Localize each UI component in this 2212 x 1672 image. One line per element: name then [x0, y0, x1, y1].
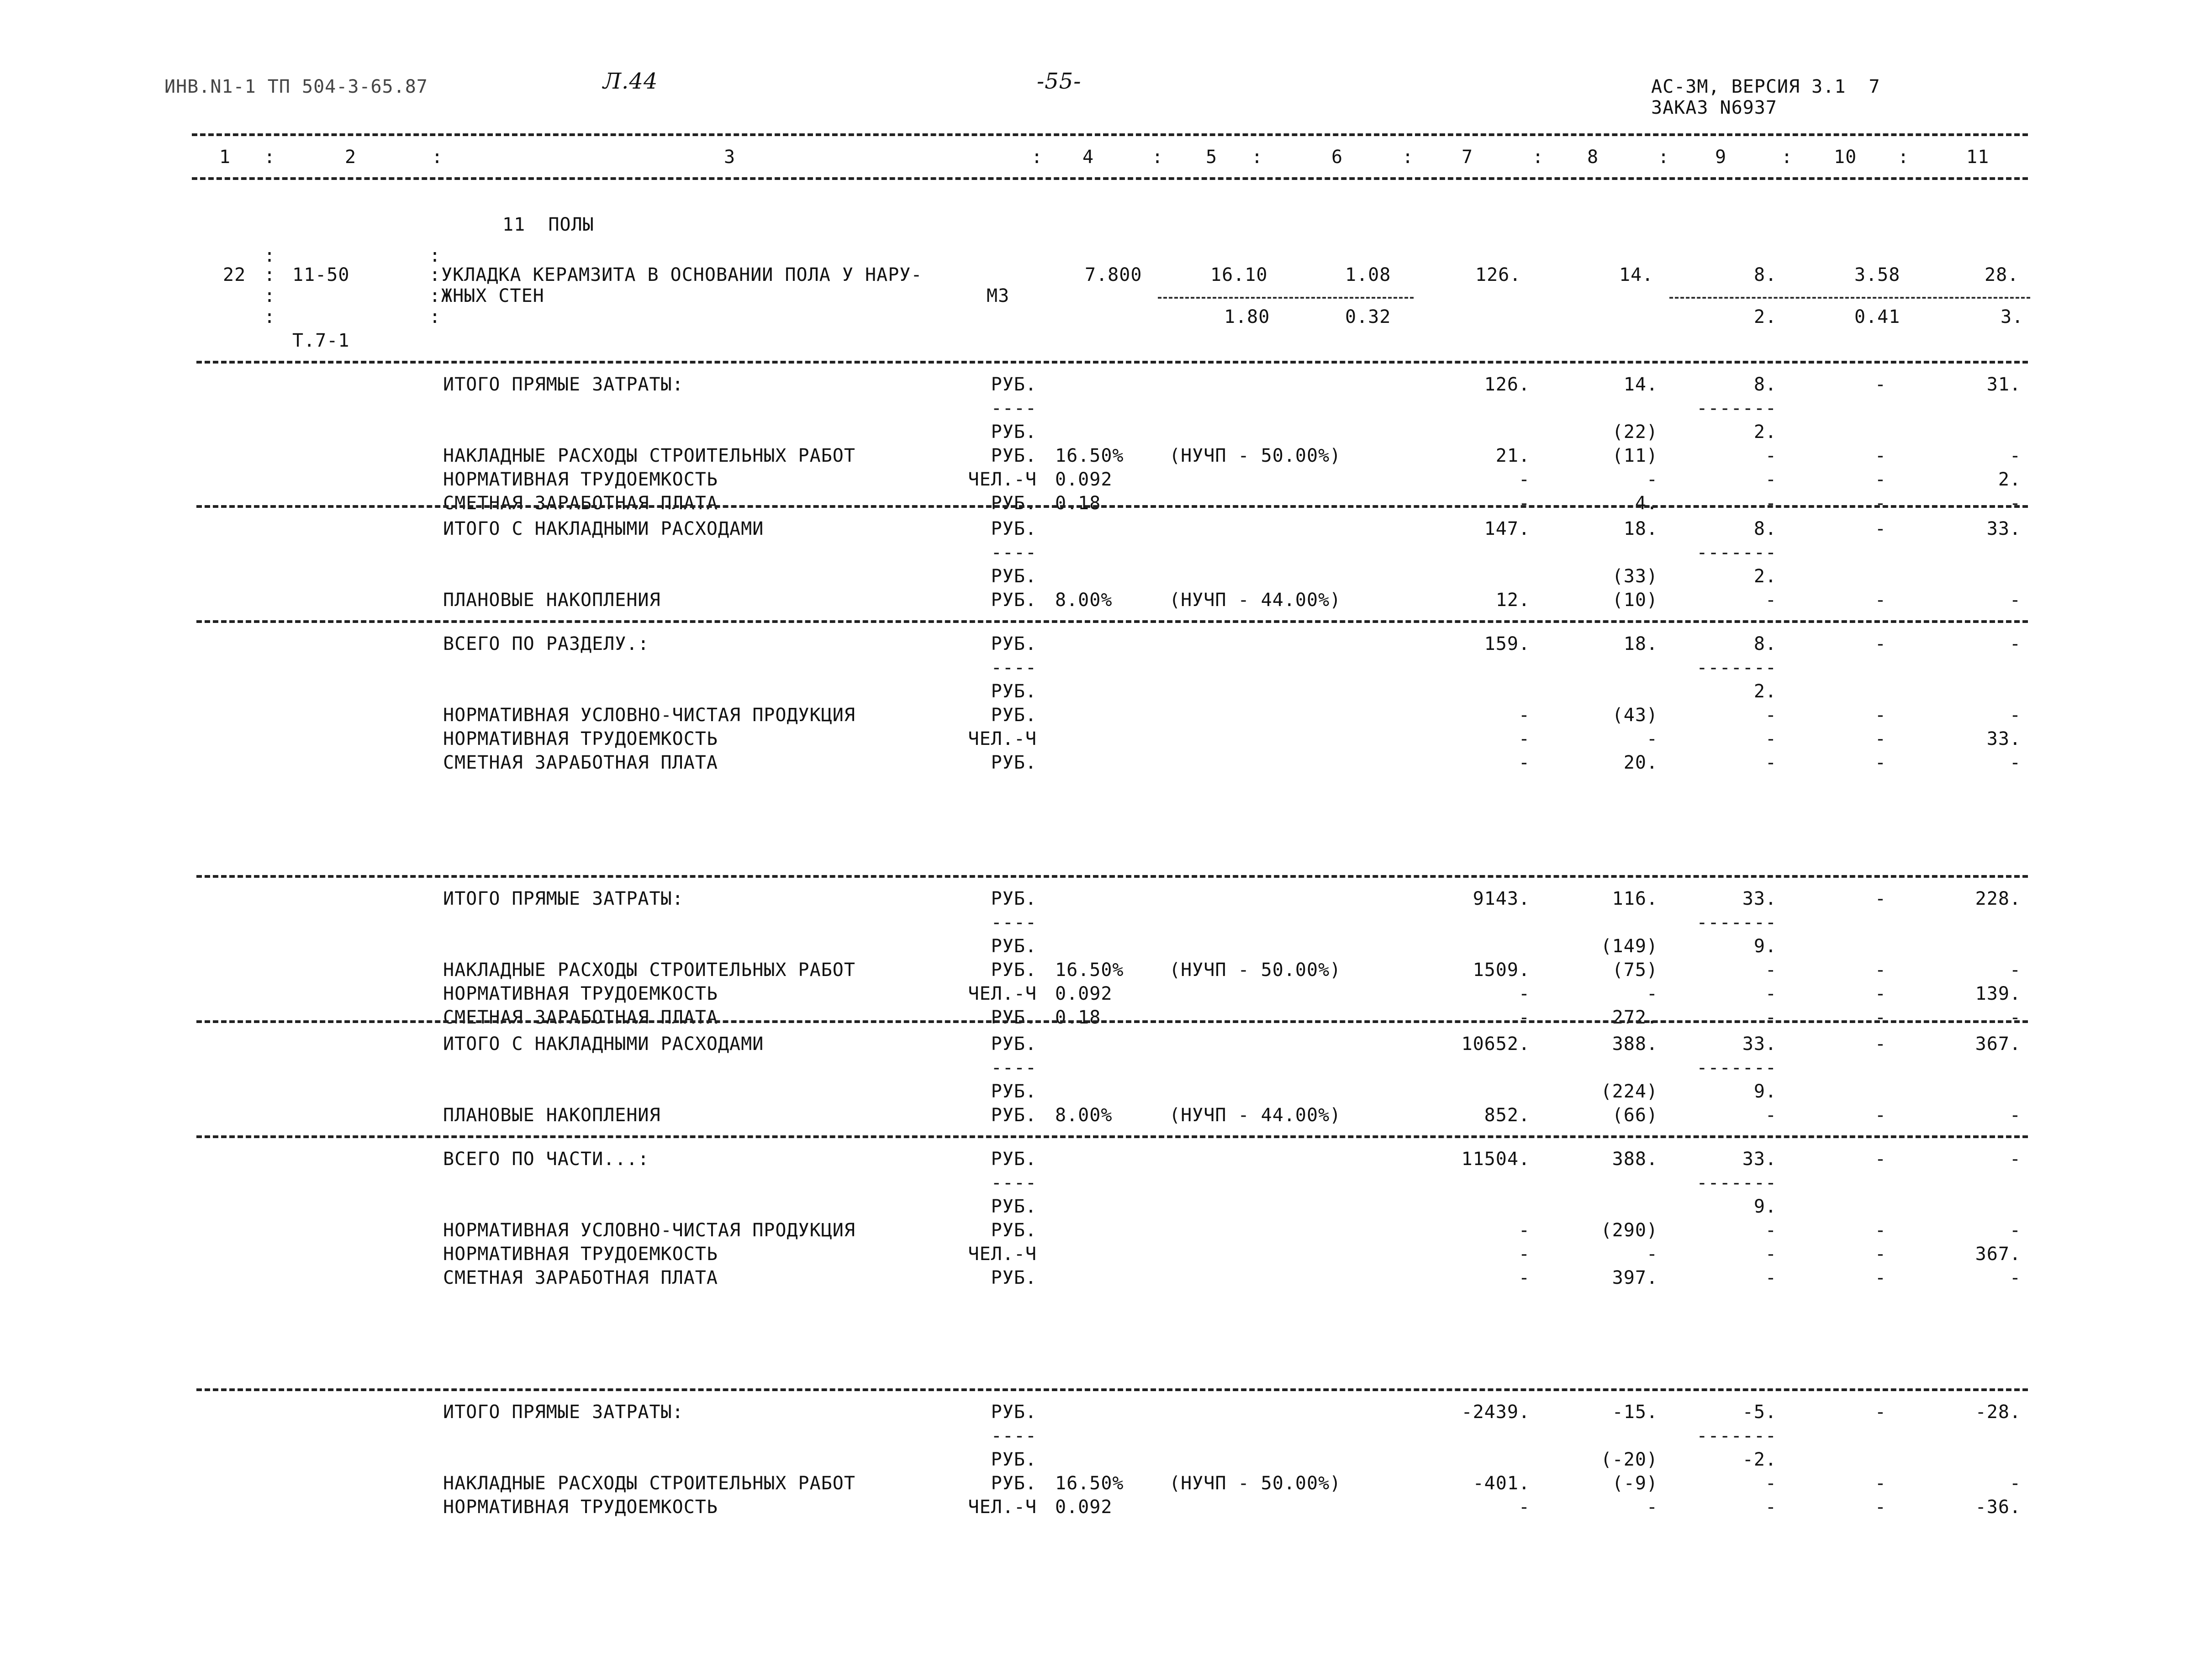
summary-value-c9: - [1765, 1267, 1777, 1288]
summary-value-c10: - [1874, 1149, 1886, 1170]
summary-value-c4: 0.18 [1055, 493, 1101, 514]
column-separator: : [1031, 147, 1043, 168]
summary-value-c10: - [1874, 633, 1886, 654]
summary-value-c8: 4. [1635, 493, 1658, 514]
summary-value-c11: -36. [1975, 1497, 2021, 1518]
summary-value-c4: 0.092 [1055, 983, 1113, 1004]
summary-value-c10: - [1874, 752, 1886, 773]
column-number: 2 [345, 147, 357, 168]
item-c5-sub: 1.80 [1224, 306, 1270, 327]
summary-value-c4: 16.50% [1055, 1473, 1124, 1494]
summary-value-c10: - [1874, 1267, 1886, 1288]
summary-value-c7: 159. [1484, 633, 1530, 654]
summary-value-c11: - [2009, 1149, 2021, 1170]
summary-unit: РУБ. [991, 493, 1037, 514]
item-c7: 126. [1475, 264, 1521, 285]
summary-value-c10: - [1874, 445, 1886, 466]
summary-unit: РУБ. [991, 705, 1037, 726]
summary-label: ПЛАНОВЫЕ НАКОПЛЕНИЯ [443, 1105, 661, 1126]
summary-label: ПЛАНОВЫЕ НАКОПЛЕНИЯ [443, 590, 661, 611]
summary-label: СМЕТНАЯ ЗАРАБОТНАЯ ПЛАТА [443, 493, 718, 514]
summary-value-c8: (290) [1600, 1220, 1658, 1241]
item-c9: 8. [1754, 264, 1777, 285]
summary-value-c11: 367. [1975, 1244, 2021, 1265]
summary-value-c9: ------- [1696, 657, 1777, 678]
summary-value-c9: - [1765, 445, 1777, 466]
summary-value-c9: - [1765, 705, 1777, 726]
summary-value-c8: (43) [1612, 705, 1658, 726]
summary-unit: ---- [991, 657, 1037, 678]
item-c11-sub: 3. [2001, 306, 2024, 327]
summary-value-c10: - [1874, 1007, 1886, 1028]
summary-value-c7: - [1518, 469, 1530, 490]
summary-value-c11: - [2009, 960, 2021, 981]
summary-value-c11: - [2009, 705, 2021, 726]
summary-label: ИТОГО ПРЯМЫЕ ЗАТРАТЫ: [443, 1402, 684, 1423]
block-divider [196, 505, 2028, 508]
summary-value-c7: - [1518, 1267, 1530, 1288]
summary-label: ИТОГО С НАКЛАДНЫМИ РАСХОДАМИ [443, 1034, 764, 1055]
summary-value-c5: (НУЧП - 44.00%) [1169, 590, 1341, 611]
summary-value-c9: - [1765, 1497, 1777, 1518]
summary-value-c7: - [1518, 1007, 1530, 1028]
item-code: 11-50 [292, 264, 350, 285]
summary-value-c8: -15. [1612, 1402, 1658, 1423]
summary-value-c7: 126. [1484, 374, 1530, 395]
summary-value-c10: - [1874, 1244, 1886, 1265]
item-qty: 7.800 [1085, 264, 1142, 285]
summary-value-c11: - [2009, 752, 2021, 773]
header-order: ЗАКАЗ N6937 [1651, 97, 1777, 118]
summary-unit: ---- [991, 912, 1037, 933]
summary-value-c9: ------- [1696, 1172, 1777, 1193]
section-title: 11 ПОЛЫ [502, 214, 594, 235]
column-number: 5 [1206, 147, 1218, 168]
summary-value-c10: - [1874, 960, 1886, 981]
item-unit-price: 16.10 [1210, 264, 1268, 285]
item-unit: М3 [987, 285, 1010, 306]
summary-value-c9: ------- [1696, 542, 1777, 563]
block-divider [196, 620, 2028, 623]
summary-value-c8: 388. [1612, 1149, 1658, 1170]
summary-label: НОРМАТИВНАЯ ТРУДОЕМКОСТЬ [443, 1497, 718, 1518]
summary-value-c8: (22) [1612, 422, 1658, 443]
summary-label: ИТОГО С НАКЛАДНЫМИ РАСХОДАМИ [443, 518, 764, 539]
summary-value-c9: - [1765, 590, 1777, 611]
summary-value-c7: 12. [1495, 590, 1530, 611]
summary-value-c8: - [1646, 983, 1658, 1004]
summary-value-c10: - [1874, 705, 1886, 726]
column-number: 10 [1834, 147, 1857, 168]
colon-sep: : [264, 264, 276, 285]
summary-value-c7: - [1518, 1244, 1530, 1265]
summary-value-c7: - [1518, 1497, 1530, 1518]
column-number: 7 [1462, 147, 1473, 168]
summary-value-c9: 8. [1753, 518, 1777, 539]
summary-value-c10: - [1874, 493, 1886, 514]
summary-value-c8: (33) [1612, 566, 1658, 587]
summary-unit: РУБ. [991, 1034, 1037, 1055]
summary-label: ВСЕГО ПО РАЗДЕЛУ.: [443, 633, 649, 654]
summary-value-c11: 31. [1986, 374, 2021, 395]
header-sheet-handwritten: Л.44 [603, 69, 658, 94]
summary-value-c9: - [1765, 1473, 1777, 1494]
summary-value-c8: (224) [1600, 1081, 1658, 1102]
summary-unit: ---- [991, 1425, 1037, 1446]
summary-value-c11: 228. [1975, 888, 2021, 909]
summary-label: СМЕТНАЯ ЗАРАБОТНАЯ ПЛАТА [443, 752, 718, 773]
summary-value-c7: 11504. [1461, 1149, 1530, 1170]
summary-unit: РУБ. [991, 1196, 1037, 1217]
summary-value-c7: 10652. [1461, 1034, 1530, 1055]
column-separator: : [1781, 147, 1793, 168]
summary-value-c11: - [2009, 590, 2021, 611]
block-divider [196, 1020, 2028, 1023]
summary-unit: РУБ. [991, 960, 1037, 981]
summary-unit: ---- [991, 1057, 1037, 1078]
summary-unit: РУБ. [991, 566, 1037, 587]
summary-unit: ---- [991, 542, 1037, 563]
summary-value-c7: - [1518, 752, 1530, 773]
summary-value-c9: - [1765, 983, 1777, 1004]
summary-unit: РУБ. [991, 888, 1037, 909]
summary-value-c8: (11) [1612, 445, 1658, 466]
column-number: 8 [1587, 147, 1599, 168]
column-separator: : [264, 147, 276, 168]
summary-value-c11: - [2009, 633, 2021, 654]
column-separator: : [1532, 147, 1544, 168]
summary-value-c4: 16.50% [1055, 445, 1124, 466]
summary-value-c4: 0.092 [1055, 1497, 1113, 1518]
summary-value-c9: ------- [1696, 1425, 1777, 1446]
summary-value-c8: (75) [1612, 960, 1658, 981]
summary-value-c9: 8. [1753, 374, 1777, 395]
summary-value-c9: 9. [1753, 1196, 1777, 1217]
summary-value-c10: - [1874, 1220, 1886, 1241]
summary-unit: РУБ. [991, 681, 1037, 702]
summary-unit: ЧЕЛ.-Ч [968, 469, 1037, 490]
summary-value-c9: 8. [1753, 633, 1777, 654]
summary-value-c11: 2. [1998, 469, 2021, 490]
summary-value-c10: - [1874, 983, 1886, 1004]
summary-value-c8: (-20) [1600, 1449, 1658, 1470]
summary-unit: РУБ. [991, 1105, 1037, 1126]
summary-value-c10: - [1874, 1497, 1886, 1518]
divider-under-header [192, 177, 2028, 180]
summary-label: СМЕТНАЯ ЗАРАБОТНАЯ ПЛАТА [443, 1267, 718, 1288]
summary-value-c4: 0.092 [1055, 469, 1113, 490]
column-number: 3 [724, 147, 736, 168]
summary-value-c8: 20. [1623, 752, 1658, 773]
summary-value-c7: - [1518, 493, 1530, 514]
summary-value-c10: - [1874, 1473, 1886, 1494]
summary-value-c9: 9. [1753, 1081, 1777, 1102]
summary-value-c11: 33. [1986, 518, 2021, 539]
column-number: 1 [219, 147, 231, 168]
summary-unit: РУБ. [991, 1473, 1037, 1494]
summary-value-c8: 14. [1623, 374, 1658, 395]
summary-unit: ЧЕЛ.-Ч [968, 728, 1037, 749]
header-page-number: -55- [1037, 69, 1082, 94]
colon-sep: : [264, 245, 276, 266]
summary-value-c8: - [1646, 1497, 1658, 1518]
summary-value-c11: 33. [1986, 728, 2021, 749]
summary-value-c9: - [1765, 1007, 1777, 1028]
item-c6: 1.08 [1345, 264, 1391, 285]
item-c10: 3.58 [1854, 264, 1901, 285]
summary-label: НАКЛАДНЫЕ РАСХОДЫ СТРОИТЕЛЬНЫХ РАБОТ [443, 445, 855, 466]
summary-value-c9: ------- [1696, 1057, 1777, 1078]
summary-value-c8: - [1646, 728, 1658, 749]
item-subrule [1158, 297, 1414, 299]
summary-value-c8: 116. [1612, 888, 1658, 909]
item-c11: 28. [1985, 264, 2019, 285]
summary-value-c9: 33. [1742, 1149, 1777, 1170]
summary-value-c8: 18. [1623, 633, 1658, 654]
summary-value-c10: - [1874, 469, 1886, 490]
summary-value-c9: - [1765, 752, 1777, 773]
summary-value-c9: 9. [1753, 936, 1777, 957]
column-separator: : [1152, 147, 1164, 168]
summary-value-c9: 2. [1753, 566, 1777, 587]
column-separator: : [1251, 147, 1263, 168]
block-divider [196, 875, 2028, 878]
summary-value-c8: 272. [1612, 1007, 1658, 1028]
summary-value-c9: - [1765, 469, 1777, 490]
summary-unit: ---- [991, 398, 1037, 419]
summary-value-c4: 0.18 [1055, 1007, 1101, 1028]
item-subrule [1669, 297, 2030, 299]
summary-value-c9: ------- [1696, 398, 1777, 419]
summary-unit: ---- [991, 1172, 1037, 1193]
summary-value-c11: - [2009, 1105, 2021, 1126]
summary-value-c7: 147. [1484, 518, 1530, 539]
item-name-line1: УКЛАДКА КЕРАМЗИТА В ОСНОВАНИИ ПОЛА У НАРУ- [441, 264, 923, 285]
summary-unit: РУБ. [991, 445, 1037, 466]
summary-value-c11: -28. [1975, 1402, 2021, 1423]
summary-value-c8: (10) [1612, 590, 1658, 611]
summary-value-c7: 21. [1495, 445, 1530, 466]
item-c10-sub: 0.41 [1854, 306, 1901, 327]
summary-value-c9: - [1765, 1220, 1777, 1241]
summary-value-c10: - [1874, 590, 1886, 611]
summary-unit: РУБ. [991, 1007, 1037, 1028]
summary-value-c7: 1509. [1473, 960, 1530, 981]
colon-sep: : [264, 285, 276, 306]
summary-label: НАКЛАДНЫЕ РАСХОДЫ СТРОИТЕЛЬНЫХ РАБОТ [443, 960, 855, 981]
summary-value-c9: -5. [1742, 1402, 1777, 1423]
summary-value-c10: - [1874, 1105, 1886, 1126]
summary-label: НОРМАТИВНАЯ УСЛОВНО-ЧИСТАЯ ПРОДУКЦИЯ [443, 1220, 855, 1241]
summary-unit: ЧЕЛ.-Ч [968, 983, 1037, 1004]
column-number: 4 [1082, 147, 1094, 168]
summary-value-c9: - [1765, 493, 1777, 514]
item-ref: Т.7-1 [292, 330, 350, 351]
summary-value-c10: - [1874, 728, 1886, 749]
header-version: АС-3М, ВЕРСИЯ 3.1 7 [1651, 76, 1880, 97]
block-divider [196, 1388, 2028, 1391]
divider-top [192, 133, 2028, 136]
summary-label: ИТОГО ПРЯМЫЕ ЗАТРАТЫ: [443, 888, 684, 909]
summary-value-c9: - [1765, 728, 1777, 749]
summary-value-c7: -401. [1473, 1473, 1530, 1494]
summary-value-c11: - [2009, 1473, 2021, 1494]
summary-label: НОРМАТИВНАЯ УСЛОВНО-ЧИСТАЯ ПРОДУКЦИЯ [443, 705, 855, 726]
block-divider [196, 1135, 2028, 1138]
block-divider [196, 361, 2028, 364]
summary-value-c8: (66) [1612, 1105, 1658, 1126]
summary-value-c11: - [2009, 1007, 2021, 1028]
summary-value-c9: -2. [1742, 1449, 1777, 1470]
summary-value-c11: - [2009, 1267, 2021, 1288]
item-c6-sub: 0.32 [1345, 306, 1391, 327]
summary-value-c4: 16.50% [1055, 960, 1124, 981]
summary-value-c5: (НУЧП - 50.00%) [1169, 960, 1341, 981]
column-separator: : [1898, 147, 1910, 168]
summary-value-c11: - [2009, 1220, 2021, 1241]
summary-unit: РУБ. [991, 1149, 1037, 1170]
summary-value-c10: - [1874, 1402, 1886, 1423]
summary-value-c8: (149) [1600, 936, 1658, 957]
summary-value-c10: - [1874, 374, 1886, 395]
colon-sep: : [429, 264, 441, 285]
column-number: 6 [1331, 147, 1343, 168]
summary-value-c9: - [1765, 1105, 1777, 1126]
summary-value-c9: ------- [1696, 912, 1777, 933]
summary-value-c7: -2439. [1461, 1402, 1530, 1423]
item-c9-sub: 2. [1754, 306, 1777, 327]
summary-label: ВСЕГО ПО ЧАСТИ...: [443, 1149, 649, 1170]
summary-value-c8: 397. [1612, 1267, 1658, 1288]
summary-value-c7: - [1518, 983, 1530, 1004]
summary-unit: РУБ. [991, 374, 1037, 395]
column-separator: : [1402, 147, 1414, 168]
summary-value-c7: - [1518, 728, 1530, 749]
summary-value-c7: 852. [1484, 1105, 1530, 1126]
summary-label: ИТОГО ПРЯМЫЕ ЗАТРАТЫ: [443, 374, 684, 395]
colon-sep: : [429, 245, 441, 266]
summary-value-c9: 2. [1753, 422, 1777, 443]
summary-label: НОРМАТИВНАЯ ТРУДОЕМКОСТЬ [443, 728, 718, 749]
summary-value-c8: 388. [1612, 1034, 1658, 1055]
summary-value-c8: (-9) [1612, 1473, 1658, 1494]
summary-value-c9: - [1765, 1244, 1777, 1265]
summary-value-c8: - [1646, 1244, 1658, 1265]
summary-value-c7: - [1518, 705, 1530, 726]
summary-value-c5: (НУЧП - 50.00%) [1169, 1473, 1341, 1494]
item-c8: 14. [1619, 264, 1654, 285]
colon-sep: : [429, 306, 441, 327]
summary-unit: РУБ. [991, 1449, 1037, 1470]
summary-value-c7: 9143. [1473, 888, 1530, 909]
summary-value-c4: 8.00% [1055, 1105, 1113, 1126]
summary-value-c4: 8.00% [1055, 590, 1113, 611]
column-number: 9 [1715, 147, 1727, 168]
summary-unit: ЧЕЛ.-Ч [968, 1244, 1037, 1265]
colon-sep: : [429, 285, 441, 306]
item-number: 22 [223, 264, 246, 285]
summary-value-c9: 33. [1742, 888, 1777, 909]
summary-value-c11: 139. [1975, 983, 2021, 1004]
summary-unit: РУБ. [991, 633, 1037, 654]
column-separator: : [1658, 147, 1670, 168]
summary-value-c7: - [1518, 1220, 1530, 1241]
summary-unit: РУБ. [991, 590, 1037, 611]
summary-unit: РУБ. [991, 936, 1037, 957]
summary-value-c9: - [1765, 960, 1777, 981]
summary-value-c9: 2. [1753, 681, 1777, 702]
summary-value-c11: - [2009, 493, 2021, 514]
summary-value-c10: - [1874, 518, 1886, 539]
summary-unit: РУБ. [991, 518, 1037, 539]
summary-unit: ЧЕЛ.-Ч [968, 1497, 1037, 1518]
summary-unit: РУБ. [991, 1402, 1037, 1423]
summary-label: НОРМАТИВНАЯ ТРУДОЕМКОСТЬ [443, 983, 718, 1004]
summary-value-c8: - [1646, 469, 1658, 490]
summary-value-c9: 33. [1742, 1034, 1777, 1055]
summary-unit: РУБ. [991, 1220, 1037, 1241]
summary-unit: РУБ. [991, 422, 1037, 443]
summary-unit: РУБ. [991, 1081, 1037, 1102]
summary-value-c10: - [1874, 888, 1886, 909]
summary-label: НОРМАТИВНАЯ ТРУДОЕМКОСТЬ [443, 1244, 718, 1265]
summary-value-c10: - [1874, 1034, 1886, 1055]
summary-value-c5: (НУЧП - 44.00%) [1169, 1105, 1341, 1126]
summary-unit: РУБ. [991, 752, 1037, 773]
column-number: 11 [1966, 147, 1990, 168]
summary-label: НАКЛАДНЫЕ РАСХОДЫ СТРОИТЕЛЬНЫХ РАБОТ [443, 1473, 855, 1494]
summary-label: СМЕТНАЯ ЗАРАБОТНАЯ ПЛАТА [443, 1007, 718, 1028]
summary-label: НОРМАТИВНАЯ ТРУДОЕМКОСТЬ [443, 469, 718, 490]
summary-value-c8: 18. [1623, 518, 1658, 539]
summary-value-c11: - [2009, 445, 2021, 466]
colon-sep: : [264, 306, 276, 327]
item-name-line2: ЖНЫХ СТЕН [441, 285, 544, 306]
summary-value-c5: (НУЧП - 50.00%) [1169, 445, 1341, 466]
header-doc-ref: ИНВ.N1-1 ТП 504-3-65.87 [164, 76, 428, 97]
summary-value-c11: 367. [1975, 1034, 2021, 1055]
summary-unit: РУБ. [991, 1267, 1037, 1288]
column-separator: : [432, 147, 443, 168]
